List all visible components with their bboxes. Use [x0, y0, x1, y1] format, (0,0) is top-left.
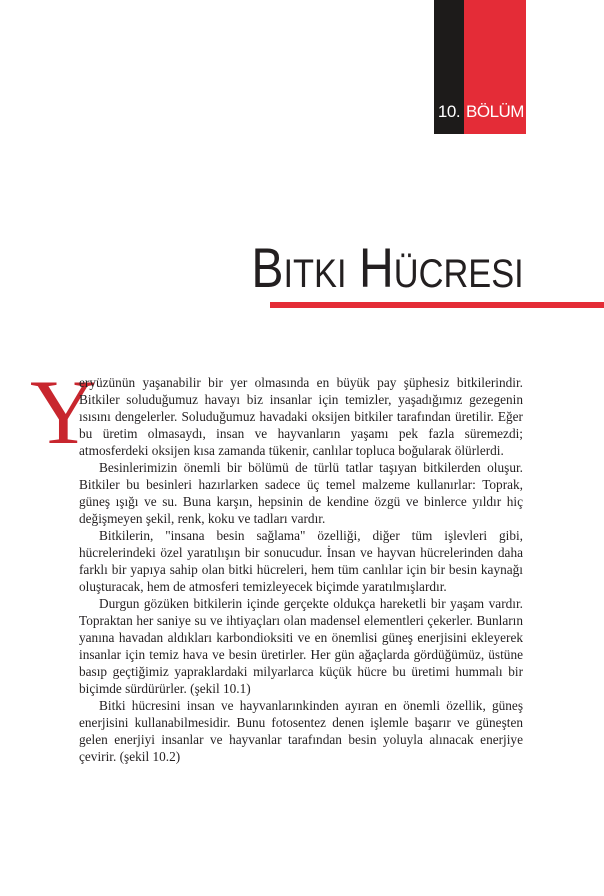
page-title: [251, 236, 524, 299]
drop-cap: Y: [30, 361, 97, 463]
title-initial-1: B: [251, 236, 284, 299]
paragraph-3: Bitkilerin, "insana besin sağlama" özelliği, diğer tüm işlevleri gibi, hücrelerindeki özel yaratılışın bir sonucudur. İnsan ve hayvan hücrelerinden daha farklı bir yapıya sahip olan bitki hücreleri, hem tüm canlılar için bir besin kaynağı oluşturacak, hem de atmosferi temizleyecek biçimde yaratılmışlardır.: [79, 528, 523, 594]
title-underline: [270, 302, 604, 308]
body-text: [79, 374, 523, 765]
paragraph-4: Durgun gözüken bitkilerin içinde gerçekte oldukça hareketli bir yaşam vardır. Topraktan her saniye su ve ihtiyaçları olan madensel elementleri çekerler. Bunların yanına havadan aldıkları karbondioksiti ve en önemlisi güneş enerjisini ekleyerek insanlar için temiz hava ve besin üretirler. Her gün ağaçlarda gördüğümüz, üstüne basıp geçtiğimiz yapraklardaki milyarlarca küçük hücre bu üretimi hummalı bir biçimde sürdürürler. (şekil 10.1): [79, 596, 523, 696]
title-rest-2: ÜCRESI: [394, 252, 524, 296]
paragraph-5: Bitki hücresini insan ve hayvanlarınkinden ayıran en önemli özellik, güneş enerjisini kullanabilmesidir. Bunu fotosentez denen işlemle başarır ve güneşten gelen enerjiyi insanlar ve hayvanlar tarafından besin yoluyla alınacak enerjiye çevirir. (şekil 10.2): [79, 698, 523, 764]
chapter-label: BÖLÜM: [466, 102, 524, 121]
chapter-number: 10.: [437, 102, 461, 121]
title-initial-2: H: [359, 236, 395, 299]
paragraph-2: Besinlerimizin önemli bir bölümü de türlü tatlar taşıyan bitkilerden oluşur. Bitkiler bu besinleri hazırlarken sadece üç temel malzeme kullanırlar: Toprak, güneş ışığı ve su. Buna karşın, hepsinin de kendine özgü ve binlerce yıldır hiç değişmeyen şekil, renk, koku ve tadları vardır.: [79, 460, 523, 526]
title-rest-1: ITKI: [283, 252, 347, 296]
paragraph-1: eryüzünün yaşanabilir bir yer olmasında en büyük pay şüphesiz bitkilerindir. Bitkiler soluduğumuz havayı biz insanlar için temizler, yaşadığımız gezegenin ısısını dengelerler. Soluduğumuz havadaki oksijen bitkiler tarafından üretilir. Eğer bu üretim olmasaydı, insan ve hayvanların yaşamı pek fazla süremezdi; atmosferdeki oksijen kısa zamanda tükenir, canlılar topluca boğularak ölürlerdi.: [79, 375, 523, 458]
